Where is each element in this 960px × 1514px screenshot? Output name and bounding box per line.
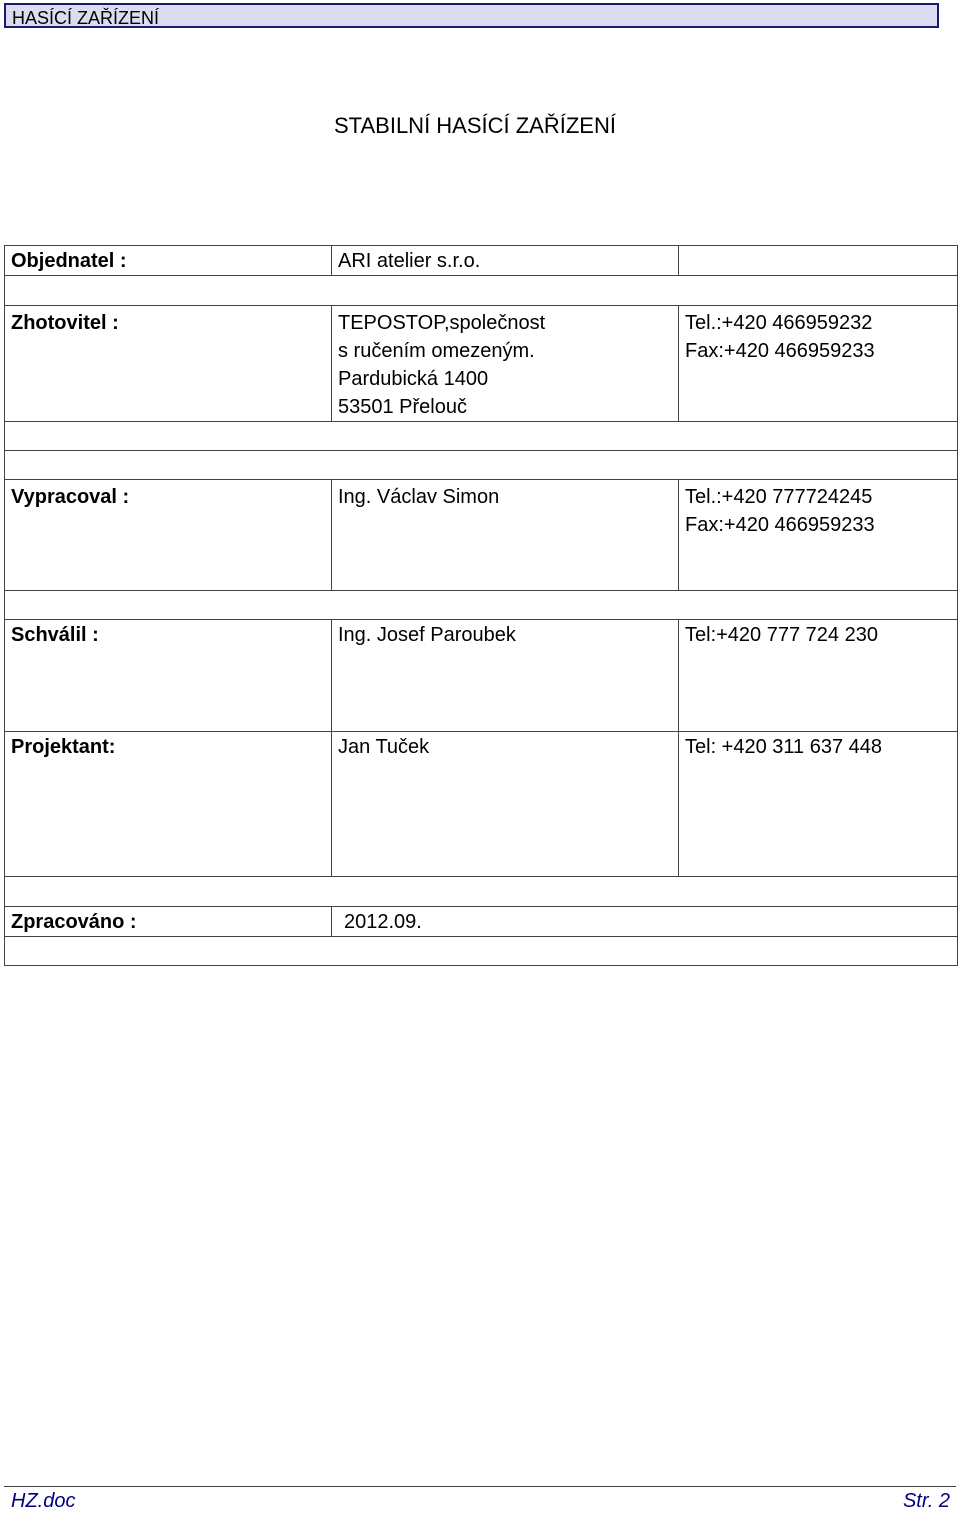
footer-divider — [4, 1486, 956, 1487]
table-row-objednatel — [5, 246, 958, 276]
table-row-spacer — [5, 276, 958, 306]
zpracovano-value: 2012.09. — [332, 907, 958, 937]
header-title: HASÍCÍ ZAŘÍZENÍ — [12, 8, 160, 28]
objednatel-label: Objednatel : — [5, 246, 332, 276]
table-row-spacer — [5, 451, 958, 480]
table-row-zhotovitel — [5, 306, 958, 422]
info-table — [4, 245, 958, 966]
zhotovitel-contact — [679, 306, 958, 422]
zpracovano-label: Zpracováno : — [5, 907, 332, 937]
zhotovitel-company-line4: 53501 Přelouč — [338, 396, 467, 418]
spacer-cell — [5, 591, 958, 620]
document-title: STABILNÍ HASÍCÍ ZAŘÍZENÍ — [334, 113, 616, 138]
footer-page-number: Str. 2 — [902, 1490, 950, 1512]
spacer-cell — [5, 937, 958, 966]
spacer-cell — [5, 877, 958, 907]
vypracoval-label: Vypracoval : — [5, 480, 332, 591]
projektant-tel: Tel: +420 311 637 448 — [679, 732, 958, 877]
vypracoval-contact — [679, 480, 958, 591]
zhotovitel-company-line3: Pardubická 1400 — [338, 368, 489, 390]
schvalil-tel: Tel:+420 777 724 230 — [679, 620, 958, 732]
vypracoval-tel: Tel.:+420 777724245 — [685, 486, 873, 508]
schvalil-name: Ing. Josef Paroubek — [332, 620, 679, 732]
spacer-cell — [5, 422, 958, 451]
projektant-name: Jan Tuček — [332, 732, 679, 877]
zhotovitel-tel: Tel.:+420 466959232 — [685, 312, 873, 334]
table-row-spacer — [5, 877, 958, 907]
schvalil-label: Schválil : — [5, 620, 332, 732]
table-row-spacer — [5, 422, 958, 451]
zhotovitel-fax: Fax:+420 466959233 — [685, 340, 875, 362]
table-row-spacer — [5, 937, 958, 966]
spacer-cell — [5, 451, 958, 480]
projektant-label: Projektant: — [5, 732, 332, 877]
table-row-projektant — [5, 732, 958, 877]
header-bar — [4, 3, 939, 28]
zhotovitel-label: Zhotovitel : — [5, 306, 332, 422]
zhotovitel-company — [332, 306, 679, 422]
table-row-spacer — [5, 591, 958, 620]
zhotovitel-company-line1: TEPOSTOP,společnost — [338, 312, 546, 334]
table-row-schvalil — [5, 620, 958, 732]
objednatel-value: ARI atelier s.r.o. — [332, 246, 679, 276]
footer-filename: HZ.doc — [11, 1490, 76, 1512]
table-row-zpracovano — [5, 907, 958, 937]
vypracoval-fax: Fax:+420 466959233 — [685, 514, 875, 536]
spacer-cell — [5, 276, 958, 306]
objednatel-empty-cell — [679, 246, 958, 276]
vypracoval-name: Ing. Václav Simon — [332, 480, 679, 591]
table-row-vypracoval — [5, 480, 958, 591]
zhotovitel-company-line2: s ručením omezeným. — [338, 340, 535, 362]
